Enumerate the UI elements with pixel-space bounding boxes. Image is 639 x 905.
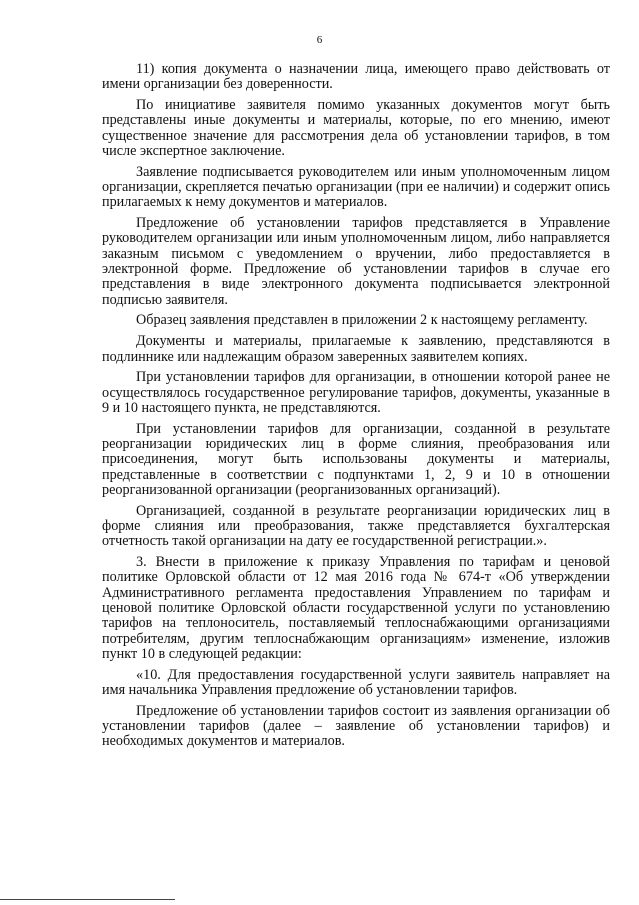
paragraph-signature: Заявление подписывается руководителем или иным уполномоченным лицом организации, скрепляется печатью организации (при ее наличии) и содержит опись прилагаемых к нему документов и материалов.: [102, 163, 610, 211]
footnote-divider: [0, 899, 175, 900]
paragraph-proposal: Предложение об установлении тарифов состоит из заявления организации об установлении тарифов (далее – заявление об установлении тарифов) и необходимых документов и материалов.: [102, 702, 610, 750]
document-body: [102, 62, 610, 755]
paragraph-item-11: 11) копия документа о назначении лица, имеющего право действовать от имени организации без доверенности.: [102, 61, 610, 93]
paragraph-point-10: «10. Для предоставления государственной услуги заявитель направляет на имя начальника Управления предложение об установлении тарифов.: [102, 666, 610, 698]
paragraph-initiative: По инициативе заявителя помимо указанных документов могут быть представлены иные документы и материалы, которые, по его мнению, имеют существенное значение для рассмотрения дела об установлении тарифов, в том числе экспертное заключение.: [102, 97, 610, 159]
paragraph-new-organization: При установлении тарифов для организации, в отношении которой ранее не осуществлялось государственное регулирование тарифов, документы, указанные в 9 и 10 настоящего пункта, не представляются.: [102, 369, 610, 416]
paragraph-amendment: 3. Внести в приложение к приказу Управления по тарифам и ценовой политике Орловской области от 12 мая 2016 года № 674-т «Об утверждении Административного регламента предоставления Управлением по тарифам и ценовой политике Орловской области государственной услуги по установлению тарифов на теплоноситель, поставляемый теплоснабжающими организациями потребителям, другим теплоснабжающим организациям» изменение, изложив пункт 10 в следующей редакции:: [102, 554, 610, 662]
paragraph-reorganization: При установлении тарифов для организации, созданной в результате реорганизации юридических лиц в форме слияния, преобразования или присоединения, могут быть использованы документы и материалы, представленные в соответствии с подпунктами 1, 2, 9 и 10 в отношении реорганизованной организации (реорганизованных организаций).: [102, 420, 610, 498]
paragraph-submission: Предложение об установлении тарифов представляется в Управление руководителем организации или иным уполномоченным лицом, либо направляется заказным письмом с уведомлением о вручении, либо предоставляется в электронной форме. Предложение об установлении тарифов в случае его представления в виде электронного документа подписывается электронной подписью заявителя.: [102, 215, 610, 308]
paragraph-accounting: Организацией, созданной в результате реорганизации юридических лиц в форме слияния или преобразования, также представляется бухгалтерская отчетность такой организации на дату ее государственной регистрации.».: [102, 502, 610, 550]
paragraph-documents: Документы и материалы, прилагаемые к заявлению, представляются в подлиннике или надлежащим образом заверенных заявителем копиях.: [102, 333, 610, 365]
page-number: 6: [316, 34, 323, 46]
paragraph-sample: Образец заявления представлен в приложении 2 к настоящему регламенту.: [136, 312, 588, 329]
